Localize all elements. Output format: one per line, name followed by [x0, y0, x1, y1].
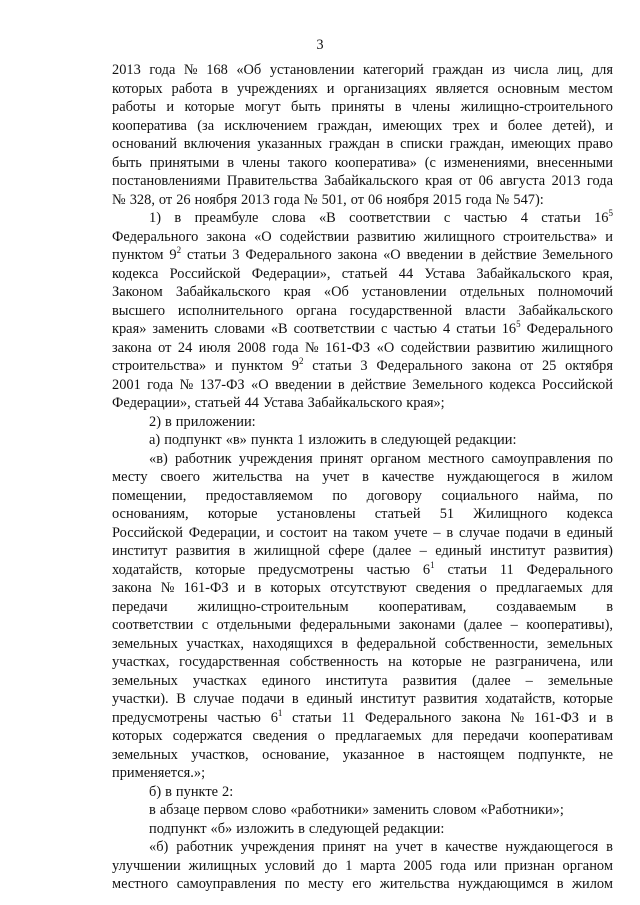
text-line: участках, государственная собственность на которые не разграничена, или	[112, 654, 613, 670]
text-line: 2013 года № 168 «Об установлении категорий граждан из числа лиц, для	[112, 62, 613, 78]
text-line: ходатайств, которые предусмотрены частью $6^1$ статьи 11 Федерального	[112, 559, 613, 578]
text-line: строительства» и пунктом $9^2$ статьи 3 Федерального закона от 25 октября	[112, 356, 613, 374]
text-line: кооператива (за исключением граждан, имеющих трех и более детей), и	[112, 117, 613, 134]
text-line: институт развития в жилищной сфере (далее – единый институт развития)	[112, 543, 613, 559]
text-line: высшего исполнительного органа государственной власти Забайкальского	[112, 302, 613, 319]
text-line: участки). В случае подачи в единый институт развития ходатайств, которые	[112, 691, 613, 707]
text-line: Федерального закона «О содействии развитию жилищного строительства» и	[112, 228, 613, 245]
text-line: 2001 года № 137-ФЗ «О введении в действие Земельного кодекса Российской	[112, 376, 613, 393]
text-line: 2) в приложении:	[149, 413, 256, 430]
text-line: 1) в преамбуле слова «В соответствии с частью 4 статьи $16^5$	[149, 208, 613, 226]
text-line: Федерации», статьей 44 Устава Забайкальского края»;	[112, 395, 445, 411]
text-line: земельных участках единого института развития (далее – земельные	[112, 672, 613, 689]
text-line: предусмотрены частью $6^1$ статьи 11 Федерального закона № 161-ФЗ и в	[112, 707, 613, 726]
text-line: которых содержатся сведения о предлагаемых для передачи кооперативам	[112, 728, 613, 744]
text-line: оснований включения указанных граждан в списки граждан, имеющих право	[112, 136, 613, 152]
text-line: кодекса Российской Федерации», статьей 44 Устава Забайкальского края,	[112, 265, 613, 282]
page-number: 3	[316, 37, 324, 53]
text-line: быть принятыми в члены такого кооператива» (с изменениями, внесенными	[112, 154, 613, 171]
text-line: земельных участках, находящихся в федеральной собственности, земельных	[112, 635, 613, 652]
text-line: земельных участков, основание, указанное в настоящем подпункте, не	[112, 746, 613, 763]
text-line: основаниям, которые установлены статьей 51 Жилищного кодекса	[112, 506, 613, 522]
text-line: а) подпункт «в» пункта 1 изложить в следующей редакции:	[149, 432, 517, 448]
text-line: Законом Забайкальского края «Об установлении отдельных полномочий	[112, 284, 613, 300]
text-line: местного самоуправления по месту его жительства нуждающимся в жилом	[112, 876, 613, 892]
text-line: месту своего жительства на учет в качестве нуждающегося в жилом	[112, 469, 613, 485]
text-line: подпункт «б» изложить в следующей редакции:	[149, 820, 445, 837]
text-line: пунктом $9^2$ статьи 3 Федерального закона «О введении в действие Земельного	[112, 245, 613, 263]
text-line: которых работа в учреждениях и организациях является основным местом	[112, 80, 613, 97]
text-line: № 328, от 26 ноября 2013 года № 501, от 06 ноября 2015 года № 547):	[112, 191, 544, 208]
text-line: края» заменить словами «В соответствии с частью 4 статьи $16^5$ Федерального	[112, 319, 613, 337]
text-line: работы и которые могут быть приняты в члены жилищно-строительного	[112, 99, 613, 115]
text-line: соответствии с отдельными федеральными законами (далее – кооперативы),	[112, 617, 613, 633]
text-line: в абзаце первом слово «работники» заменить словом «Работники»;	[149, 802, 564, 818]
text-line: «б) работник учреждения принят на учет в качестве нуждающегося в	[149, 839, 613, 855]
text-line: закона от 24 июля 2008 года № 161-ФЗ «О содействии развитию жилищного	[112, 339, 613, 356]
text-line: улучшении жилищных условий до 1 марта 2005 года или признан органом	[112, 857, 613, 874]
text-line: закона № 161-ФЗ и в которых отсутствуют сведения о предлагаемых для	[112, 580, 613, 596]
text-line: «в) работник учреждения принят органом местного самоуправления по	[149, 450, 613, 467]
text-line: постановлениями Правительства Забайкальского края от 06 августа 2013 года	[112, 173, 613, 189]
text-line: помещении, предоставляемом по договору социального найма, по	[112, 487, 613, 504]
text-line: передачи жилищно-строительным кооперативам, создаваемым в	[112, 598, 613, 615]
text-line: Российской Федерации, и состоит на таком учете – в случае подачи в единый	[112, 524, 613, 541]
text-line: применяется.»;	[112, 765, 206, 781]
text-line: б) в пункте 2:	[149, 783, 234, 800]
document-body	[112, 61, 613, 894]
